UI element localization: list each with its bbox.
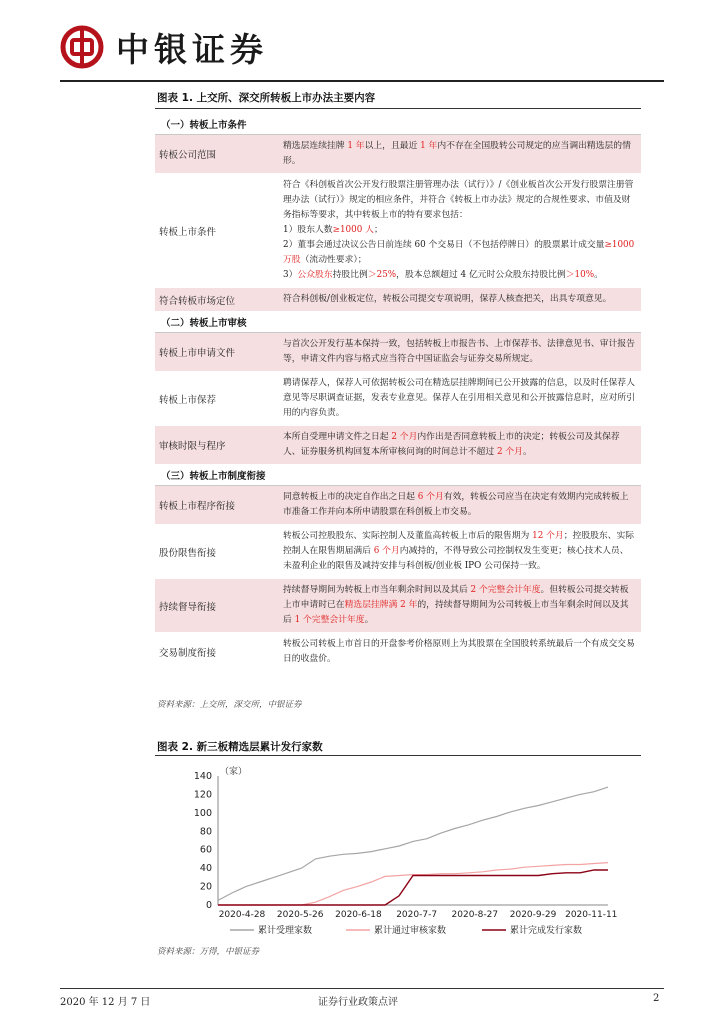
row-content <box>279 333 641 371</box>
body-text: 精选层连续挂牌 <box>283 141 348 151</box>
figure1-title: 图表 1. 上交所、深交所转板上市办法主要内容 <box>157 92 376 104</box>
chart-svg <box>160 760 620 940</box>
page-header <box>60 22 268 72</box>
body-text: 。 <box>594 270 603 280</box>
y-tick-label: 0 <box>205 900 212 911</box>
body-text: ，股本总额超过 4 亿元时公众股东持股比例 <box>396 270 566 280</box>
row-content <box>279 174 641 287</box>
row-label: 转板公司范围 <box>159 150 217 161</box>
body-text: 同意转板上市的决定自作出之日起 <box>283 492 418 502</box>
highlight-text: ＞10% <box>565 270 595 280</box>
table-row <box>155 426 641 465</box>
series-line-3 <box>218 870 608 905</box>
highlight-text: 6 个月 <box>373 546 400 556</box>
figure2-title-rule <box>155 755 641 756</box>
legend-label-2: 累计通过审核家数 <box>374 926 447 936</box>
row-label: 转板上市申请文件 <box>159 348 236 359</box>
row-content <box>279 525 641 578</box>
x-tick-label: 2020-11-11 <box>565 910 618 920</box>
x-tick-label: 2020-8-27 <box>451 910 499 920</box>
highlight-text: 公众股东 <box>297 270 333 280</box>
highlight-text: ≥1000 人 <box>332 225 374 235</box>
series-line-2 <box>218 863 608 905</box>
highlight-text: 2 个月 <box>496 447 523 457</box>
y-tick-label: 60 <box>199 844 212 856</box>
body-text: 。 <box>364 615 374 625</box>
row-label: 持续督导衔接 <box>159 601 217 613</box>
x-tick-label: 2020-9-29 <box>509 910 557 920</box>
body-text: 。但转板公司提交转板上市申请时已在 <box>283 585 629 610</box>
body-text: 转板公司转板上市首日的开盘参考价格原则上为其股票在全国股转系统最后一个有成交交易日的收盘价。 <box>283 639 635 664</box>
row-label: 转板上市条件 <box>159 226 217 238</box>
table-row <box>155 579 641 633</box>
body-text: 有效，转板公司应当在决定有效期内完成转板上市准备工作并向本所申请股票在科创板上市交易。 <box>283 492 629 517</box>
policy-table <box>155 114 641 672</box>
series-line-1 <box>218 787 608 900</box>
x-tick-label: 2020-7-7 <box>396 910 438 920</box>
row-label: 转板上市程序衔接 <box>159 501 236 512</box>
x-tick-label: 2020-4-28 <box>218 910 266 920</box>
figure1-source: 资料来源：上交所，深交所，中银证券 <box>157 700 302 710</box>
footer-report-type: 证券行业政策点评 <box>318 997 398 1008</box>
highlight-text: ＞25% <box>367 270 397 280</box>
body-text: 与首次公开发行基本保持一致，包括转板上市报告书、上市保荐书、法律意见书、审计报告等，申请文件内容与格式应当符合中国证监会与证券交易所规定。 <box>283 339 635 364</box>
row-content <box>279 486 641 524</box>
section-heading: （一）转板上市条件 <box>155 114 641 135</box>
body-text: 持股比例 <box>332 270 368 280</box>
highlight-text: 2 个完整会计年度 <box>470 585 541 595</box>
table-row <box>155 372 641 426</box>
cumulative-issuance-chart <box>160 760 620 940</box>
y-axis-label: （家） <box>220 767 248 777</box>
highlight-text: 精选层挂牌满 2 年 <box>344 600 418 610</box>
x-tick-label: 2020-6-18 <box>335 910 382 920</box>
row-content <box>279 372 641 425</box>
row-label: 审核时限与程序 <box>159 441 226 452</box>
body-text: 内不存在全国股转公司规定的应当调出精选层的情形。 <box>283 141 631 166</box>
body-text: （流动性要求）； <box>300 255 367 265</box>
highlight-text: 1 个完整会计年度 <box>294 615 365 625</box>
y-tick-label: 40 <box>199 863 212 875</box>
y-tick-label: 120 <box>193 789 212 801</box>
y-tick-label: 140 <box>193 771 212 782</box>
legend-label-3: 累计完成发行家数 <box>510 926 583 936</box>
header-divider <box>60 80 664 82</box>
body-text: 1）股东人数 <box>283 225 333 235</box>
footer-page-number: 2 <box>653 993 660 1004</box>
body-text: 聘请保荐人，保荐人可依据转板公司在精选层挂牌期间已公开披露的信息，以及时任保荐人意见等尽职调查证据，发表专业意见。保荐人在引用相关意见和公开披露信息时，应对所引用的内容负责。 <box>283 378 635 418</box>
row-label: 符合转板市场定位 <box>159 295 236 307</box>
body-text: ； <box>373 225 383 235</box>
figure1-title-rule <box>155 108 641 109</box>
y-tick-label: 100 <box>193 807 212 819</box>
highlight-text: 6 个月 <box>417 492 444 502</box>
body-text: 转板公司控股股东、实际控制人及董监高转板上市后的限售期为 <box>283 531 533 541</box>
body-text: 以上，且最近 <box>364 141 421 151</box>
body-text: 内减持的，不得导致公司控制权发生变更；核心技术人员、未盈利企业的限售及减持安排与科创板/创业板 IPO 公司保持一致。 <box>283 546 629 571</box>
x-tick-label: 2020-5-26 <box>276 910 324 920</box>
table-row <box>155 174 641 288</box>
row-label: 交易制度衔接 <box>159 648 217 659</box>
table-row <box>155 486 641 525</box>
body-text: 的，持续督导期间为公司转板上市当年剩余时间以及其后 <box>283 600 629 625</box>
body-text: 2）董事会通过决议公告日前连续 60 个交易日（不包括停牌日）的股票累计成交量 <box>283 240 605 250</box>
section-heading: （二）转板上市审核 <box>155 312 641 333</box>
body-text: 内作出是否同意转板上市的决定；转板公司及其保荐人、证券服务机构回复本所审核问询的时间总计不超过 <box>283 432 620 457</box>
body-text: 3） <box>283 270 298 280</box>
table-row <box>155 633 641 672</box>
body-text: 本所自受理申请文件之日起 <box>283 432 392 442</box>
row-content <box>279 426 641 464</box>
table-row <box>155 288 641 312</box>
row-label: 转板上市保荐 <box>159 394 217 406</box>
body-text: 。 <box>522 447 532 457</box>
section-heading: （三）转板上市制度衔接 <box>155 465 641 486</box>
footer-divider <box>60 988 664 989</box>
body-text: 符合科创板/创业板定位，转板公司提交专项说明，保荐人核查把关，出具专项意见。 <box>283 294 612 304</box>
bank-of-china-logo-icon <box>60 25 104 69</box>
y-tick-label: 20 <box>199 881 212 893</box>
table-row <box>155 333 641 372</box>
body-text: 符合《科创板首次公开发行股票注册管理办法（试行）》/《创业板首次公开发行股票注册管理办法（试行）》规定的相应条件，并符合《转板上市办法》规定的合规性要求、市值及财务指标等要求，其中转板上市的特有要求包括： <box>283 180 634 220</box>
row-content <box>279 288 641 311</box>
highlight-text: 12 个月 <box>532 531 564 541</box>
row-label: 股份限售衔接 <box>159 547 217 559</box>
highlight-text: 1 年 <box>347 141 365 151</box>
body-text: 持续督导期间为转板上市当年剩余时间以及其后 <box>283 585 471 595</box>
table-row <box>155 525 641 579</box>
footer-date: 2020 年 12 月 7 日 <box>60 997 151 1008</box>
highlight-text: 2 个月 <box>391 432 418 442</box>
figure2-title: 图表 2. 新三板精选层累计发行家数 <box>157 741 323 753</box>
table-row <box>155 135 641 174</box>
highlight-text: ≥1000 万股 <box>283 240 635 265</box>
legend-label-1: 累计受理家数 <box>258 926 313 936</box>
highlight-text: 1 年 <box>420 141 438 151</box>
row-content <box>279 579 641 632</box>
y-tick-label: 80 <box>199 826 212 838</box>
row-content <box>279 135 641 173</box>
row-content <box>279 633 641 671</box>
brand-name: 中银证券 <box>116 29 268 69</box>
body-text: ；控股股东、实际控制人在限售期届满后 <box>283 531 635 556</box>
figure2-source: 资料来源：万得，中银证券 <box>157 947 260 957</box>
